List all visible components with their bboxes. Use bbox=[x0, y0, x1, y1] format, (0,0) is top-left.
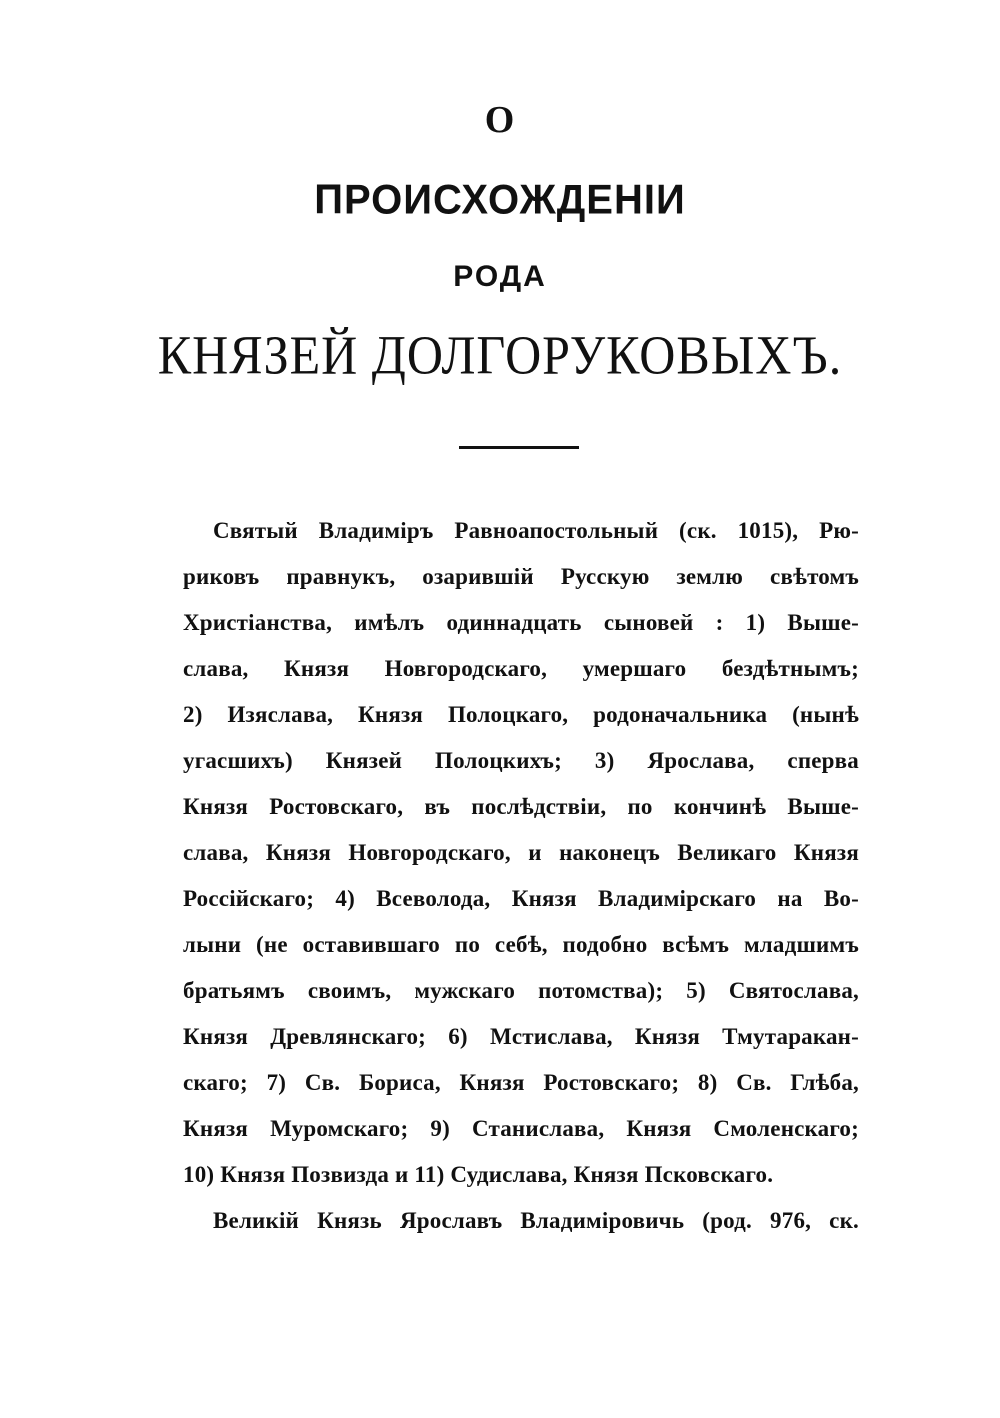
text-line: слава, Князя Новгородскаго, и наконецъ Великаго Князя bbox=[183, 840, 859, 865]
text-line: слава, Князя Новгородскаго, умершаго бездѣтнымъ; bbox=[183, 656, 859, 681]
title-princes: КНЯЗЕЙ ДОЛГОРУКОВЫХЪ. bbox=[157, 324, 843, 386]
text-line: Князя Ростовскаго, въ послѣдствіи, по кончинѣ Выше- bbox=[183, 794, 859, 819]
text-line: Великій Князь Ярославъ Владиміровичь (род. 976, ск. bbox=[213, 1208, 859, 1233]
text-line: Князя Муромскаго; 9) Станислава, Князя Смоленскаго; bbox=[183, 1116, 859, 1141]
title-preposition: О bbox=[484, 99, 516, 141]
title-clan: РОДА bbox=[453, 260, 547, 293]
text-line: скаго; 7) Св. Бориса, Князя Ростовскаго; 8) Св. Глѣба, bbox=[183, 1070, 859, 1095]
text-line: Христіанства, имѣлъ одиннадцать сыновей : 1) Выше- bbox=[183, 610, 859, 635]
text-line: братьямъ своимъ, мужскаго потомства); 5) Святослава, bbox=[183, 978, 859, 1003]
body-text bbox=[183, 508, 859, 1244]
text-line: 10) Князя Позвизда и 11) Судислава, Князя Псковскаго. bbox=[183, 1162, 774, 1187]
text-line: Россійскаго; 4) Всеволода, Князя Владимірскаго на Во- bbox=[183, 886, 859, 911]
text-line: Святый Владиміръ Равноапостольный (ск. 1015), Рю- bbox=[213, 518, 859, 543]
text-line: 2) Изяслава, Князя Полоцкаго, родоначальника (нынѣ bbox=[183, 702, 859, 727]
title-origin: ПРОИСХОЖДЕНІИ bbox=[314, 176, 686, 224]
title-divider bbox=[459, 446, 579, 449]
text-line: Князя Древлянскаго; 6) Мстислава, Князя Тмутаракан- bbox=[183, 1024, 859, 1049]
text-line: угасшихъ) Князей Полоцкихъ; 3) Ярослава, сперва bbox=[183, 748, 859, 773]
text-line: лыни (не оставившаго по себѣ, подобно всѣмъ младшимъ bbox=[183, 932, 859, 957]
text-line: риковъ правнукъ, озарившій Русскую землю свѣтомъ bbox=[183, 564, 859, 589]
